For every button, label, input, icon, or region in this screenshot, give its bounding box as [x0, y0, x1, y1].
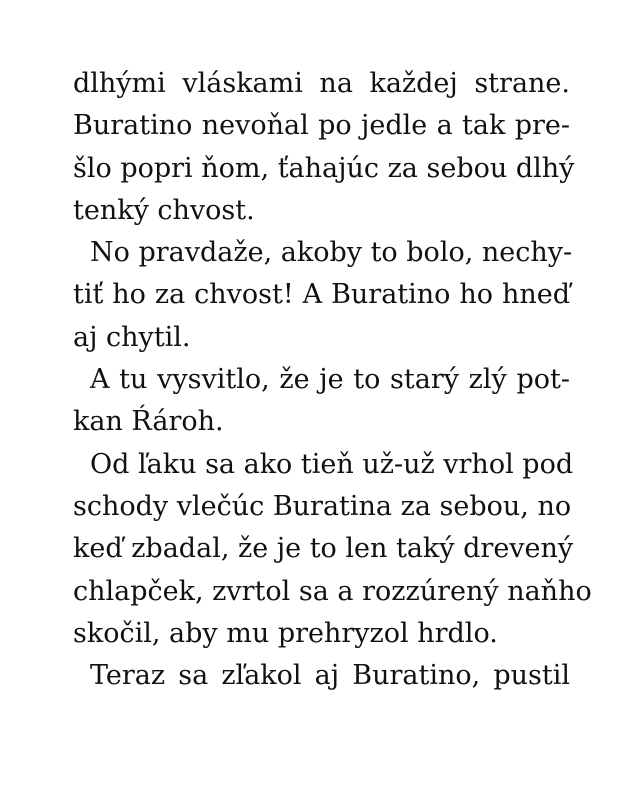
- text-line: aj chytil.: [73, 321, 191, 353]
- text-line: schody vlečúc Buratina za sebou, no: [73, 490, 572, 522]
- text-line: Od ľaku sa ako tieň už-už vrhol pod: [90, 448, 574, 480]
- text-line: skočil, aby mu prehryzol hrdlo.: [73, 617, 498, 649]
- text-line: No pravdaže, akoby to bolo, nechy-: [90, 237, 573, 269]
- text-line: kan Ŕároh.: [73, 406, 224, 438]
- text-line: tiť ho za chvost! A Buratino ho hneď: [73, 279, 570, 311]
- text-line: A tu vysvitlo, že je to starý zlý pot-: [90, 364, 570, 396]
- text-line: Teraz sa zľakol aj Buratino, pustil: [90, 660, 570, 692]
- book-page-text: [73, 63, 592, 697]
- text-line: keď zbadal, že je to len taký drevený: [73, 533, 574, 565]
- text-line: Buratino nevoňal po jedle a tak pre-: [73, 110, 570, 142]
- text-line: tenký chvost.: [73, 194, 255, 226]
- text-line: šlo popri ňom, ťahajúc za sebou dlhý: [73, 152, 575, 184]
- text-line: chlapček, zvrtol sa a rozzúrený naňho: [73, 575, 592, 607]
- text-line: dlhými vláskami na každej strane.: [73, 68, 570, 99]
